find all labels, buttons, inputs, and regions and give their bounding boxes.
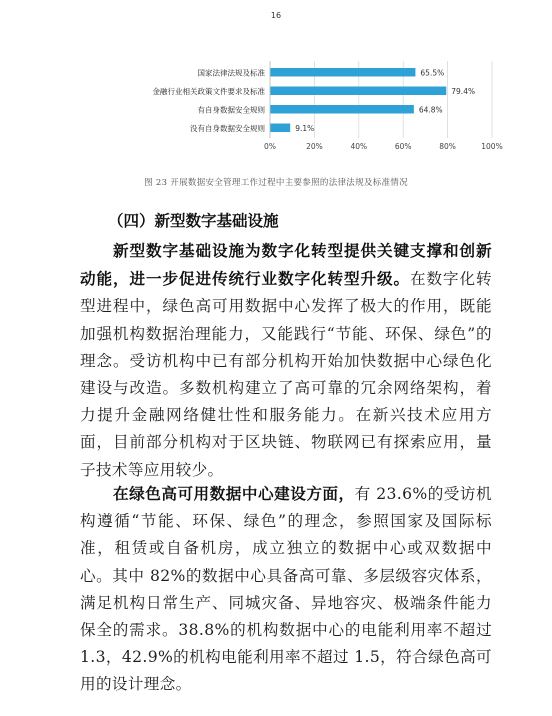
value-label: 79.4% [451, 86, 476, 96]
bar-chart [0, 58, 552, 168]
paragraph-1-body: 在数字化转型进程中，绿色高可用数据中心发挥了极大的作用，既能加强机构数据治理能力，又能践行“节能、环保、绿色”的理念。受访机构中已有部分机构开始加快数据中心绿色化建设与改造。多数机构建立了高可靠的冗余网络架构，着力提升金融网络健壮性和服务能力。在新兴技术应用方面，目前部分机构对于区块链、物联网已有探索应用，量子技术等应用较少。 [80, 270, 492, 479]
bar [270, 68, 415, 77]
x-tick-label: 100% [481, 142, 503, 151]
value-label: 9.1% [295, 123, 315, 133]
bar [270, 87, 446, 96]
value-label: 64.8% [418, 105, 443, 115]
category-label: 没有自身数据安全规则 [190, 123, 265, 133]
paragraph-2-lead: 在绿色高可用数据中心建设方面， [113, 484, 355, 503]
x-tick-label: 40% [350, 142, 368, 151]
paragraph-2 [80, 480, 492, 699]
x-tick-label: 0% [264, 142, 276, 151]
bar [270, 124, 290, 133]
page-number: 16 [270, 11, 282, 20]
paragraph-1 [80, 237, 492, 484]
x-tick-label: 80% [439, 142, 456, 151]
category-label: 金融行业相关政策文件要求及标准 [152, 86, 265, 96]
bar [270, 105, 414, 114]
category-label: 有自身数据安全规则 [197, 105, 265, 115]
section-heading: （四）新型数字基础设施 [108, 211, 279, 230]
paragraph-1-lead: 新型数字基础设施为数字化转型提供关键支撑和创新动能，进一步促进传统行业数字化转型升级。 [80, 241, 492, 289]
paragraph-2-body: 有 23.6%的受访机构遵循“节能、环保、绿色”的理念，参照国家及国际标准，租赁或自备机房，成立独立的数据中心或双数据中心。其中 82%的数据中心具备高可靠、多层级容灾体系，满足机构日常生产、同城灾备、异地容灾、极端条件能力保全的需求。38.8%的机构数据中心的电能利用率不超过 1.3，42.9%的机构电能利用率不超过 1.5，符合绿色高可用的设计理念。 [80, 485, 492, 694]
figure-caption: 图 23 开展数据安全管理工作过程中主要参照的法律法规及标准情况 [144, 178, 408, 188]
x-tick-label: 20% [306, 142, 323, 151]
x-tick-label: 60% [394, 142, 412, 151]
category-label: 国家法律法规及标准 [197, 68, 265, 78]
value-label: 65.5% [420, 68, 445, 78]
